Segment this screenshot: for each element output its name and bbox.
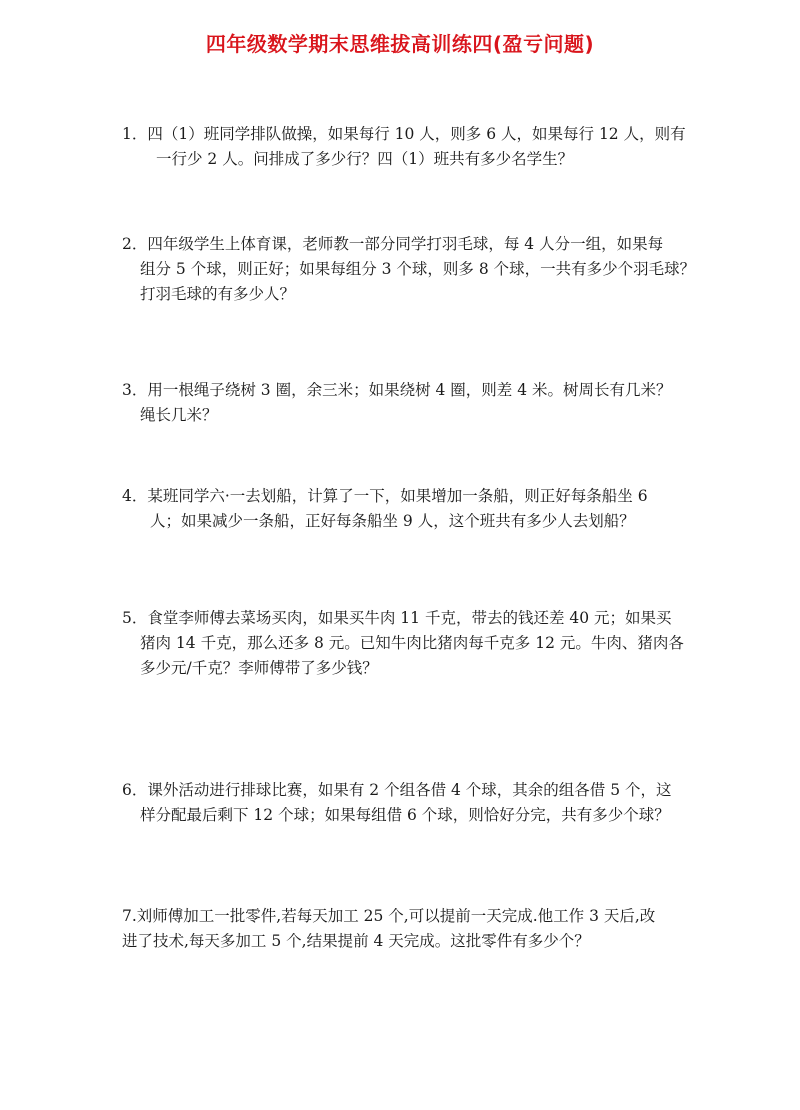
problem-4 (122, 484, 694, 534)
problem-5 (122, 606, 694, 681)
problem-line: 5．食堂李师傅去菜场买肉，如果买牛肉 11 千克，带去的钱还差 40 元；如果买 (122, 609, 672, 627)
problem-3 (122, 378, 694, 428)
problem-7 (122, 904, 694, 954)
problem-line: 4．某班同学六·一去划船，计算了一下，如果增加一条船，则正好每条船坐 6 (122, 487, 648, 505)
problem-line: 3．用一根绳子绕树 3 圈，余三米；如果绕树 4 圈，则差 4 米。树周长有几米？ (122, 381, 672, 399)
problem-line: 1．四（1）班同学排队做操，如果每行 10 人，则多 6 人，如果每行 12 人，则有 (122, 125, 686, 143)
problem-line: 组分 5 个球，则正好；如果每组分 3 个球，则多 8 个球，一共有多少个羽毛球？ (140, 260, 696, 278)
problem-line: 6．课外活动进行排球比赛，如果有 2 个组各借 4 个球，其余的组各借 5 个，这 (122, 781, 672, 799)
problem-line: 进了技术,每天多加工 5 个,结果提前 4 天完成。这批零件有多少个？ (122, 932, 590, 950)
problem-line: 样分配最后剩下 12 个球；如果每组借 6 个球，则恰好分完，共有多少个球？ (140, 806, 670, 824)
problem-line: 绳长几米？ (140, 406, 218, 424)
page-title: 四年级数学期末思维拔高训练四(盈亏问题) (205, 32, 595, 56)
problem-line: 多少元/千克？李师傅带了多少钱？ (140, 659, 378, 677)
problem-line: 7.刘师傅加工一批零件,若每天加工 25 个,可以提前一天完成.他工作 3 天后,改 (122, 907, 656, 925)
problem-6 (122, 778, 694, 828)
problem-2 (122, 232, 694, 307)
problem-line: 打羽毛球的有多少人？ (140, 285, 296, 303)
problem-line: 2．四年级学生上体育课，老师教一部分同学打羽毛球，每 4 人分一组，如果每 (122, 235, 664, 253)
problem-line: 一行少 2 人。问排成了多少行？四（1）班共有多少名学生？ (156, 150, 574, 168)
problem-line: 人；如果减少一条船，正好每条船坐 9 人，这个班共有多少人去划船？ (150, 512, 635, 530)
problem-1 (122, 122, 694, 172)
problem-line: 猪肉 14 千克，那么还多 8 元。已知牛肉比猪肉每千克多 12 元。牛肉、猪肉各 (140, 634, 684, 652)
